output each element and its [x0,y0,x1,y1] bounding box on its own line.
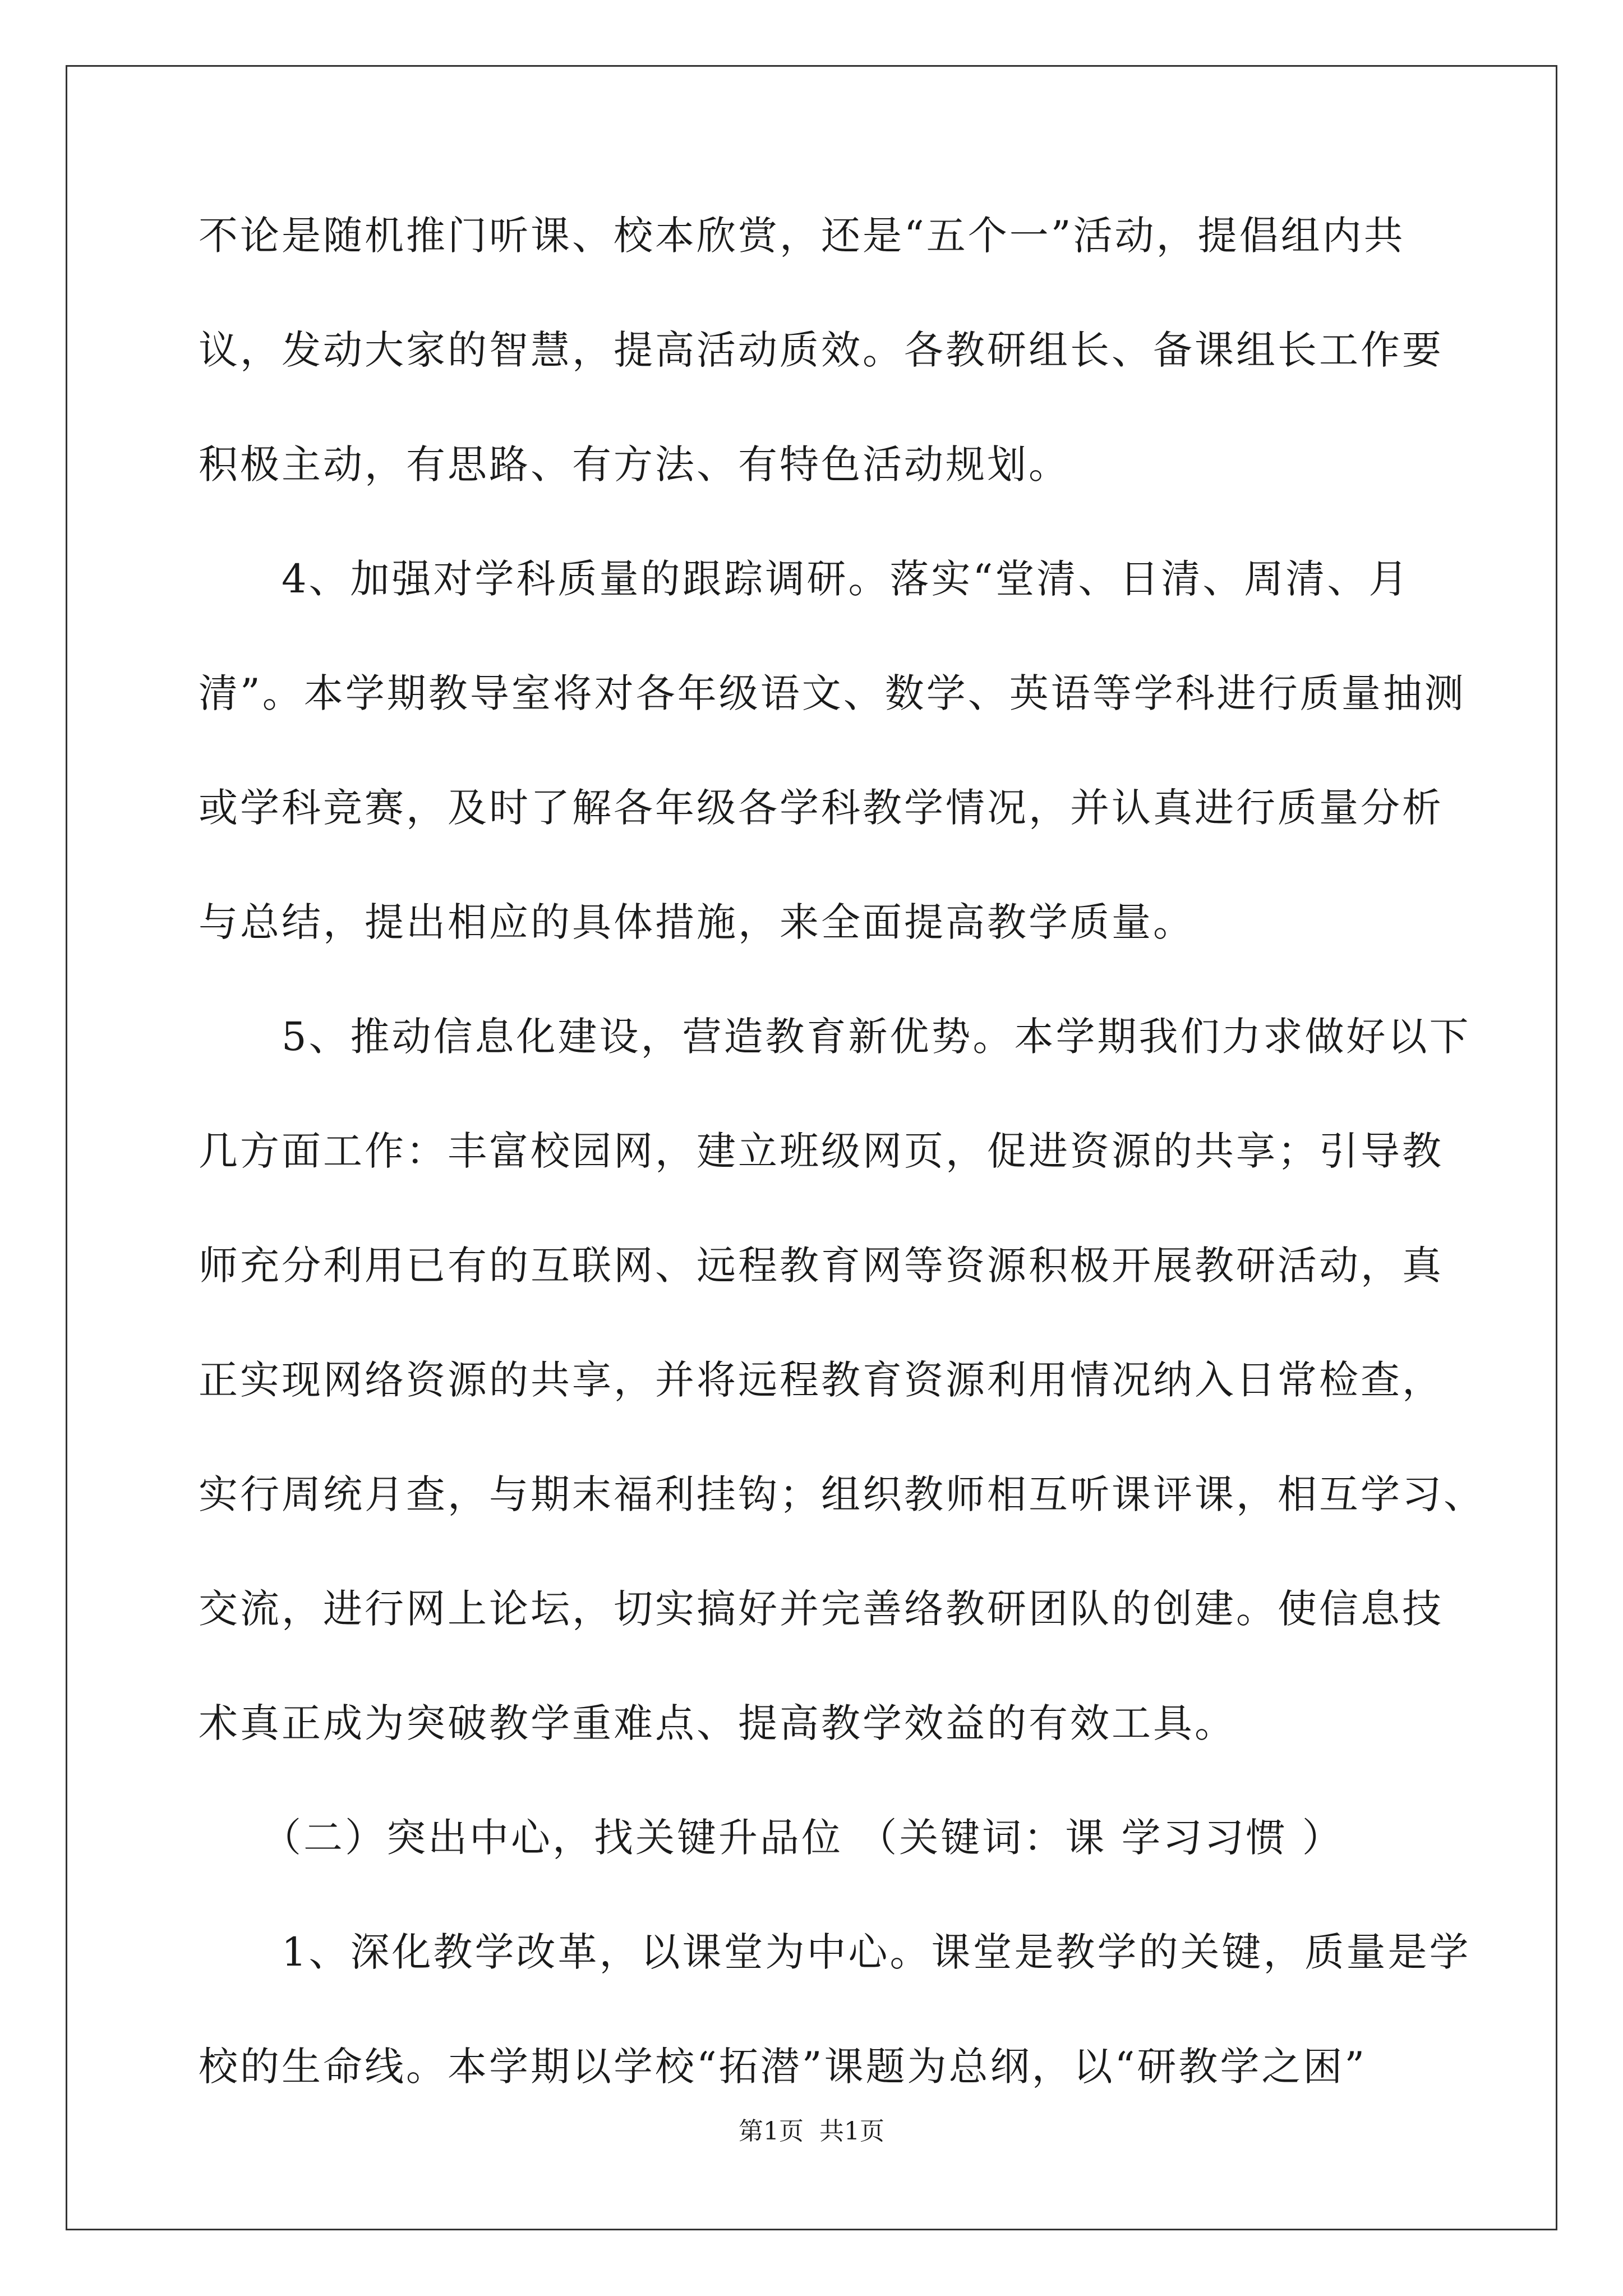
text-line: 校的生命线。本学期以学校“拓潜”课题为总纲，以“研教学之困” [199,2044,1367,2090]
text-line: 交流，进行网上论坛，切实搞好并完善络教研团队的创建。使信息技 [199,1586,1444,1632]
text-line: 师充分利用已有的互联网、远程教育网等资源积极开展教研活动，真 [199,1243,1444,1289]
text-line: 1、深化教学改革，以课堂为中心。课堂是教学的关键，质量是学 [199,1929,1471,1975]
page-number-footer: 第1页 共1页 [739,2117,884,2146]
text-line: 积极主动，有思路、有方法、有特色活动规划。 [199,441,1070,487]
text-line: 几方面工作：丰富校园网，建立班级网页，促进资源的共享；引导教 [199,1128,1444,1174]
document-body [199,213,1485,2159]
text-line: 不论是随机推门听课、校本欣赏，还是“五个一”活动，提倡组内共 [199,213,1405,259]
text-line: 正实现网络资源的共享，并将远程教育资源利用情况纳入日常检查， [199,1357,1444,1403]
text-line: 与总结，提出相应的具体措施，来全面提高教学质量。 [199,899,1195,945]
section-heading: （二）突出中心，找关键升品位 （关键词：课 学习习惯 ） [199,1815,1344,1861]
text-line: 术真正成为突破教学重难点、提高教学效益的有效工具。 [199,1700,1236,1746]
text-line: 4、加强对学科质量的跟踪调研。落实“堂清、日清、周清、月 [199,556,1410,602]
text-line: 清”。本学期教导室将对各年级语文、数学、英语等学科进行质量抽测 [199,670,1466,716]
text-line: 5、推动信息化建设，营造教育新优势。本学期我们力求做好以下 [199,1014,1471,1060]
text-line: 实行周统月查，与期末福利挂钩；组织教师相互听课评课，相互学习、 [199,1471,1485,1517]
text-line: 或学科竞赛，及时了解各年级各学科教学情况，并认真进行质量分析 [199,785,1444,831]
text-line: 议，发动大家的智慧，提高活动质效。各教研组长、备课组长工作要 [199,327,1444,373]
